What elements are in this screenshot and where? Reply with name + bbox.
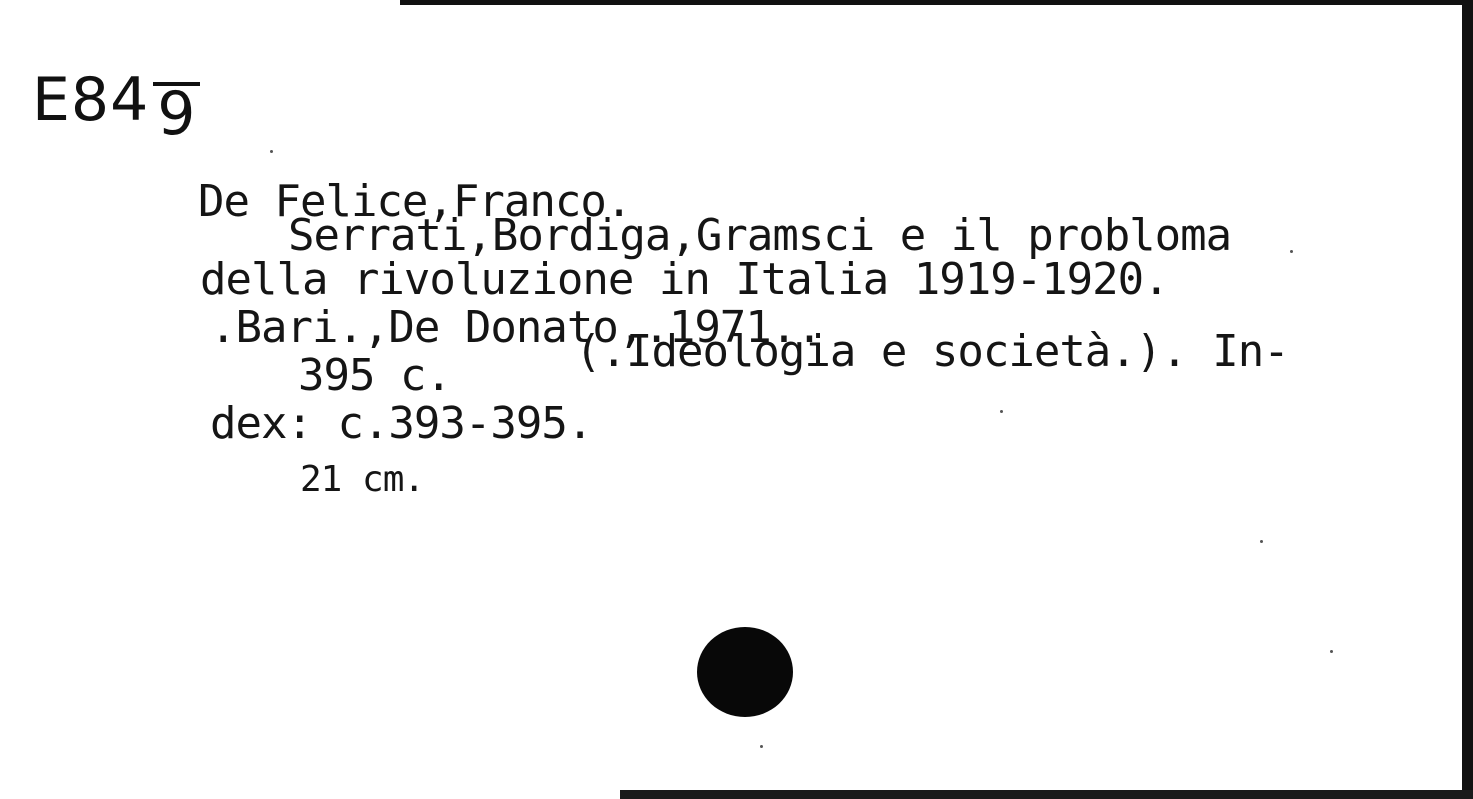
scan-speck (1330, 650, 1333, 653)
call-number-class: E84 (32, 65, 150, 135)
scan-speck (1260, 540, 1263, 543)
scan-speck (760, 745, 763, 748)
pagination-line: 395 c. (298, 350, 451, 401)
scan-border-bottom (620, 790, 1473, 799)
scan-border-top (400, 0, 1473, 5)
scan-speck (1000, 410, 1003, 413)
author-line: De Felice,Franco. (198, 176, 632, 227)
scan-border-right (1462, 0, 1473, 799)
card-punch-hole (697, 627, 793, 717)
series-line: (.Ideologia e società.). In- (575, 326, 1289, 377)
index-note-line: dex: c.393-395. (210, 398, 593, 449)
size-line: 21 cm. (300, 459, 425, 500)
scan-speck (270, 150, 273, 153)
title-line-1: Serrati,Bordiga,Gramsci e il probloma (288, 210, 1232, 261)
imprint-line: .Bari.,De Donato,.1971.. (210, 302, 822, 353)
scan-speck (1290, 250, 1293, 253)
title-line-2: della rivoluzione in Italia 1919-1920. (200, 254, 1169, 305)
call-number (32, 65, 200, 149)
call-number-cutter: 9 (153, 82, 200, 142)
